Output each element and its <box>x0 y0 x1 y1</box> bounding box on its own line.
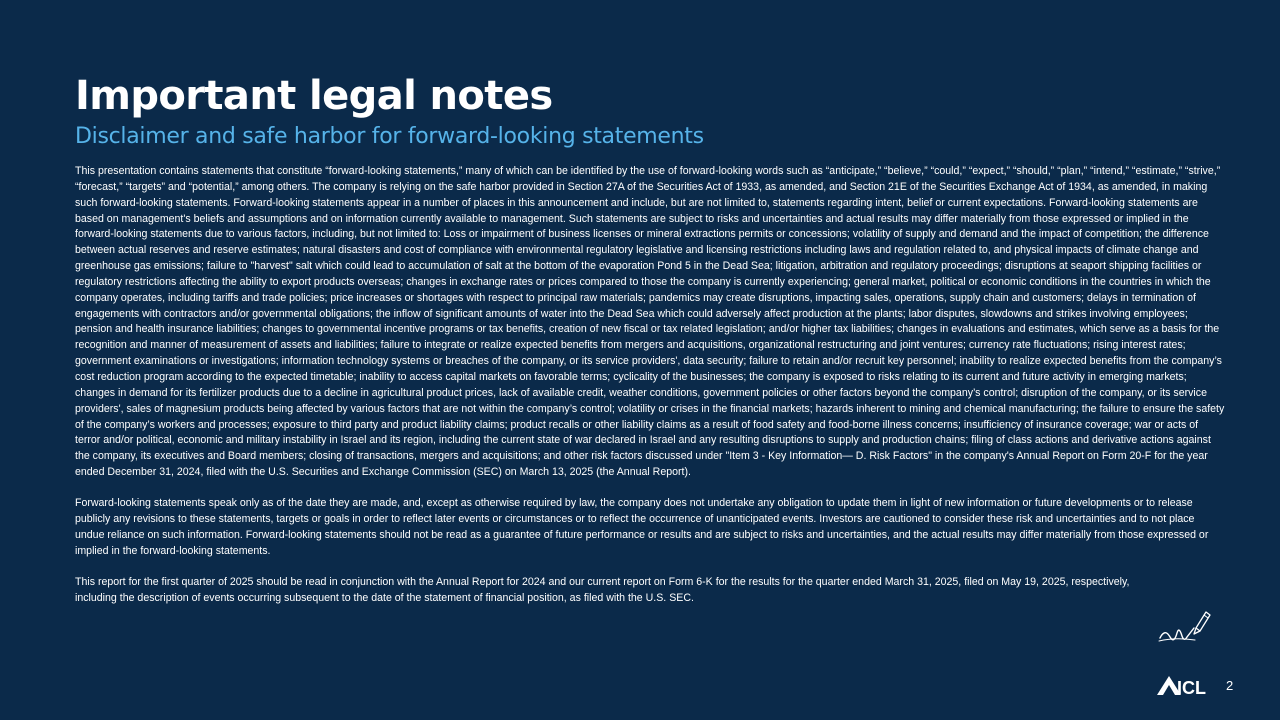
disclaimer-paragraph-forward-looking: This presentation contains statements that constitute “forward-looking statements,” many of which can be identified by the use of forward-looking words such as “anticipate,” “believe,” “could,” “expect,” “should,” “plan,” “intend,” “estimate,” “strive,” “forecast,” “targets” and “potential,” among others. The company is relying on the safe harbor provided in Section 27A of the Securities Act of 1933, as amended, and Section 21E of the Securities Exchange Act of 1934, as amended, in making such forward-looking statements. Forward-looking statements appear in a number of places in this announcement and include, but are not limited to, statements regarding intent, belief or current expectations. Forward-looking statements are based on management's beliefs and assumptions and on information currently available to management. Such statements are subject to risks and uncertainties and actual results may differ materially from those expressed or implied in the forward-looking statements due to various factors, including, but not limited to: Loss or impairment of business licenses or mineral extractions permits or concessions; volatility of supply and demand and the impact of competition; the difference between actual reserves and reserve estimates; natural disasters and cost of compliance with environmental regulatory legislative and licensing restrictions including laws and regulation related to, and physical impacts of climate change and greenhouse gas emissions; failure to "harvest" salt which could lead to accumulation of salt at the bottom of the evaporation Pond 5 in the Dead Sea; litigation, arbitration and regulatory proceedings; disruptions at seaport shipping facilities or regulatory restrictions affecting the ability to export products overseas; changes in exchange rates or prices compared to those the company is currently experiencing; general market, political or economic conditions in the countries in which the company operates, including tariffs and trade policies; price increases or shortages with respect to principal raw materials; pandemics may create disruptions, impacting sales, operations, supply chain and customers; delays in termination of engagements with contractors and/or governmental obligations; the inflow of significant amounts of water into the Dead Sea which could adversely affect production at the plants; labor disputes, slowdowns and strikes involving employees; pension and health insurance liabilities; changes to governmental incentive programs or tax benefits, creation of new fiscal or tax related legislation; and/or higher tax liabilities; changes in evaluations and estimates, which serve as a basis for the recognition and manner of measurement of assets and liabilities; failure to integrate or realize expected benefits from mergers and acquisitions, organizational restructuring and joint ventures; currency rate fluctuations; rising interest rates; government examinations or investigations; information technology systems or breaches of the company, or its service providers', data security; failure to retain and/or recruit key personnel; inability to realize expected benefits from the company’s cost reduction program according to the expected timetable; inability to access capital markets on favorable terms; cyclicality of the businesses; the company is exposed to risks relating to its current and future activity in emerging markets; changes in demand for its fertilizer products due to a decline in agricultural product prices, lack of available credit, weather conditions, government policies or other factors beyond the company’s control; disruption of the company, or its service providers', sales of magnesium products being affected by various factors that are not within the company’s control; volatility or crises in the financial markets; hazards inherent to mining and chemical manufacturing; the failure to ensure the safety of the company’s workers and processes; exposure to third party and product liability claims; product recalls or other liability claims as a result of food safety and food-borne illness concerns; insufficiency of insurance coverage; war or acts of terror and/or political, economic and military instability in Israel and its region, including the current state of war declared in Israel and any resulting disruptions to supply and production chains; filing of class actions and derivative actions against the company, its executives and Board members; closing of transactions, mergers and acquisitions; and other risk factors discussed under "Item 3 - Key Information— D. Risk Factors" in the company's Annual Report on Form 20-F for the year ended December 31, 2024, filed with the U.S. Securities and Exchange Commission (SEC) on March 13, 2025 (the Annual Report). <box>75 165 1225 479</box>
disclaimer-paragraph-no-obligation: Forward-looking statements speak only as of the date they are made, and, except as otherwise required by law, the company does not undertake any obligation to update them in light of new information or future developments or to release publicly any revisions to these statements, targets or goals in order to reflect later events or circumstances or to reflect the occurrence of unanticipated events. Investors are cautioned to consider these risk and uncertainties and to not place undue reliance on such information. Forward-looking statements should not be read as a guarantee of future performance or results and are subject to risks and uncertainties, and the actual results may differ materially from those expressed or implied in the forward-looking statements. <box>75 497 1209 557</box>
page-number: 2 <box>1226 678 1234 693</box>
page-subtitle: Disclaimer and safe harbor for forward-looking statements <box>75 124 704 149</box>
icl-logo <box>1156 674 1214 696</box>
disclaimer-paragraph-report-reference: This report for the first quarter of 2025 should be read in conjunction with the Annual Report for 2024 and our current report on Form 6-K for the results for the quarter ended March 31, 2025, filed on May 19, 2025, respectively, including the description of events occurring subsequent to the date of the statement of financial position, as filed with the U.S. SEC. <box>75 576 1130 605</box>
logo-text: ICL <box>1177 678 1206 696</box>
disclaimer-body <box>75 164 1225 607</box>
page-title: Important legal notes <box>75 73 553 119</box>
signature-pen-icon <box>1155 606 1213 652</box>
